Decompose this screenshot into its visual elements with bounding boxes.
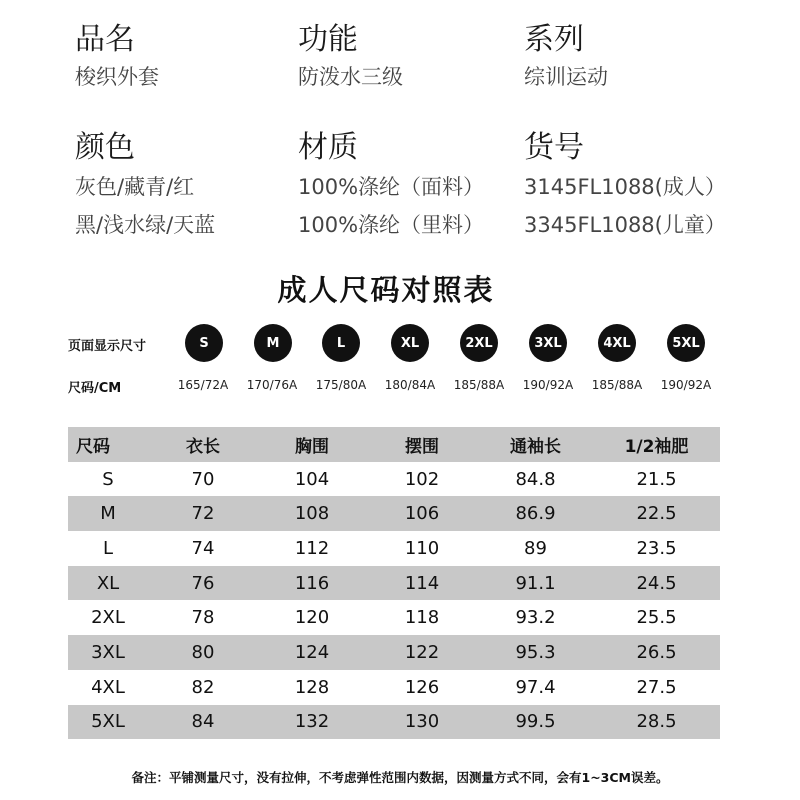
size-circle-4xl: 4XL <box>598 324 636 362</box>
size-cm-value: 185/88A <box>591 378 643 392</box>
info-value: 黑/浅水绿/天蓝 <box>75 213 216 237</box>
info-label: 功能 <box>298 22 358 57</box>
info-value: 3345FL1088(儿童） <box>524 213 726 237</box>
size-cm-value: 170/76A <box>246 378 298 392</box>
size-circle-m: M <box>254 324 292 362</box>
size-circle-xl: XL <box>391 324 429 362</box>
table-row <box>68 496 720 531</box>
table-cell: 22.5 <box>593 496 720 531</box>
table-cell: 114 <box>366 566 478 601</box>
info-material <box>298 130 484 238</box>
table-cell: 130 <box>366 705 478 740</box>
size-circle-5xl: 5XL <box>667 324 705 362</box>
table-cell: 132 <box>258 705 366 740</box>
info-color <box>75 130 215 238</box>
table-row <box>68 670 720 705</box>
table-row <box>68 600 720 635</box>
table-cell: M <box>68 496 148 531</box>
info-label: 材质 <box>298 130 358 165</box>
table-row <box>68 635 720 670</box>
table-cell: 97.4 <box>515 676 556 698</box>
info-product-name <box>75 22 159 90</box>
table-header-row <box>68 427 720 462</box>
info-label: 货号 <box>524 130 584 165</box>
size-circle-s: S <box>185 324 223 362</box>
info-value: 100%涤纶（里料） <box>298 213 485 237</box>
table-cell: 128 <box>294 676 330 698</box>
table-cell: 116 <box>258 566 366 601</box>
table-cell: 21.5 <box>636 468 677 490</box>
table-cell: 91.1 <box>478 566 593 601</box>
info-item-number <box>524 130 726 238</box>
size-cm-value: 185/88A <box>453 378 505 392</box>
size-cm-value: 190/92A <box>522 378 574 392</box>
table-cell: 80 <box>148 635 258 670</box>
size-cm-value: 190/92A <box>660 378 712 392</box>
table-cell: 112 <box>294 537 330 559</box>
table-cell: 93.2 <box>515 607 556 629</box>
info-value: 综训运动 <box>524 65 608 89</box>
info-value: 3145FL1088(成人） <box>524 175 726 199</box>
size-cm-value: 165/72A <box>177 378 229 392</box>
size-circle-2xl: 2XL <box>460 324 498 362</box>
table-cell: 95.3 <box>478 635 593 670</box>
measurement-note: 备注：平铺测量尺寸，没有拉伸，不考虑弹性范围内数据，因测量方式不同，会有1~3CM误差。 <box>131 770 669 785</box>
table-cell: 23.5 <box>636 537 677 559</box>
size-display-label: 页面显示尺寸 <box>68 339 147 354</box>
table-cell: 24.5 <box>593 566 720 601</box>
table-cell: 5XL <box>68 705 148 740</box>
table-cell: 104 <box>294 468 330 490</box>
table-cell: 74 <box>191 537 215 559</box>
table-cell: 72 <box>148 496 258 531</box>
table-cell: 89 <box>524 537 547 559</box>
table-cell: 86.9 <box>478 496 593 531</box>
table-cell: XL <box>68 566 148 601</box>
table-cell: 3XL <box>68 635 148 670</box>
table-cell: 70 <box>191 468 215 490</box>
table-cell: 102 <box>404 468 440 490</box>
size-chart-title: 成人尺码对照表 <box>277 273 495 307</box>
table-cell: 118 <box>404 607 440 629</box>
table-row <box>68 566 720 601</box>
table-cell: 99.5 <box>478 705 593 740</box>
info-label: 品名 <box>75 22 135 57</box>
info-value: 防泼水三级 <box>298 65 403 89</box>
info-value: 灰色/藏青/红 <box>75 175 195 199</box>
table-cell: 82 <box>191 676 215 698</box>
table-cell: 122 <box>366 635 478 670</box>
info-series <box>524 22 608 90</box>
info-label: 颜色 <box>75 130 135 165</box>
table-row <box>68 462 720 497</box>
size-cm-value: 180/84A <box>384 378 436 392</box>
header-half-sleeve-width: 1/2袖肥 <box>593 427 720 462</box>
table-row <box>68 705 720 740</box>
table-row <box>68 531 720 566</box>
table-cell: 2XL <box>91 607 125 629</box>
table-cell: 108 <box>258 496 366 531</box>
table-cell: L <box>102 537 114 559</box>
info-value: 梭织外套 <box>75 65 159 89</box>
header-hem: 摆围 <box>366 427 478 462</box>
size-cm-label: 尺码/CM <box>68 381 122 396</box>
table-cell: 120 <box>294 607 330 629</box>
table-cell: 78 <box>191 607 215 629</box>
info-value: 100%涤纶（面料） <box>298 175 485 199</box>
info-function <box>298 22 403 90</box>
header-size: 尺码 <box>68 427 148 462</box>
table-cell: 27.5 <box>636 676 677 698</box>
table-cell: 124 <box>258 635 366 670</box>
table-cell: 106 <box>366 496 478 531</box>
size-circle-3xl: 3XL <box>529 324 567 362</box>
table-cell: 4XL <box>91 676 125 698</box>
table-cell: 28.5 <box>593 705 720 740</box>
table-cell: S <box>102 468 114 490</box>
table-cell: 110 <box>404 537 440 559</box>
table-cell: 126 <box>404 676 440 698</box>
size-table <box>68 427 720 739</box>
table-cell: 26.5 <box>593 635 720 670</box>
table-cell: 76 <box>148 566 258 601</box>
header-sleeve-length: 通袖长 <box>478 427 593 462</box>
size-circle-l: L <box>322 324 360 362</box>
header-chest: 胸围 <box>258 427 366 462</box>
table-cell: 84.8 <box>515 468 556 490</box>
table-cell: 25.5 <box>636 607 677 629</box>
header-length: 衣长 <box>148 427 258 462</box>
info-label: 系列 <box>524 22 584 57</box>
table-cell: 84 <box>148 705 258 740</box>
size-cm-value: 175/80A <box>315 378 367 392</box>
